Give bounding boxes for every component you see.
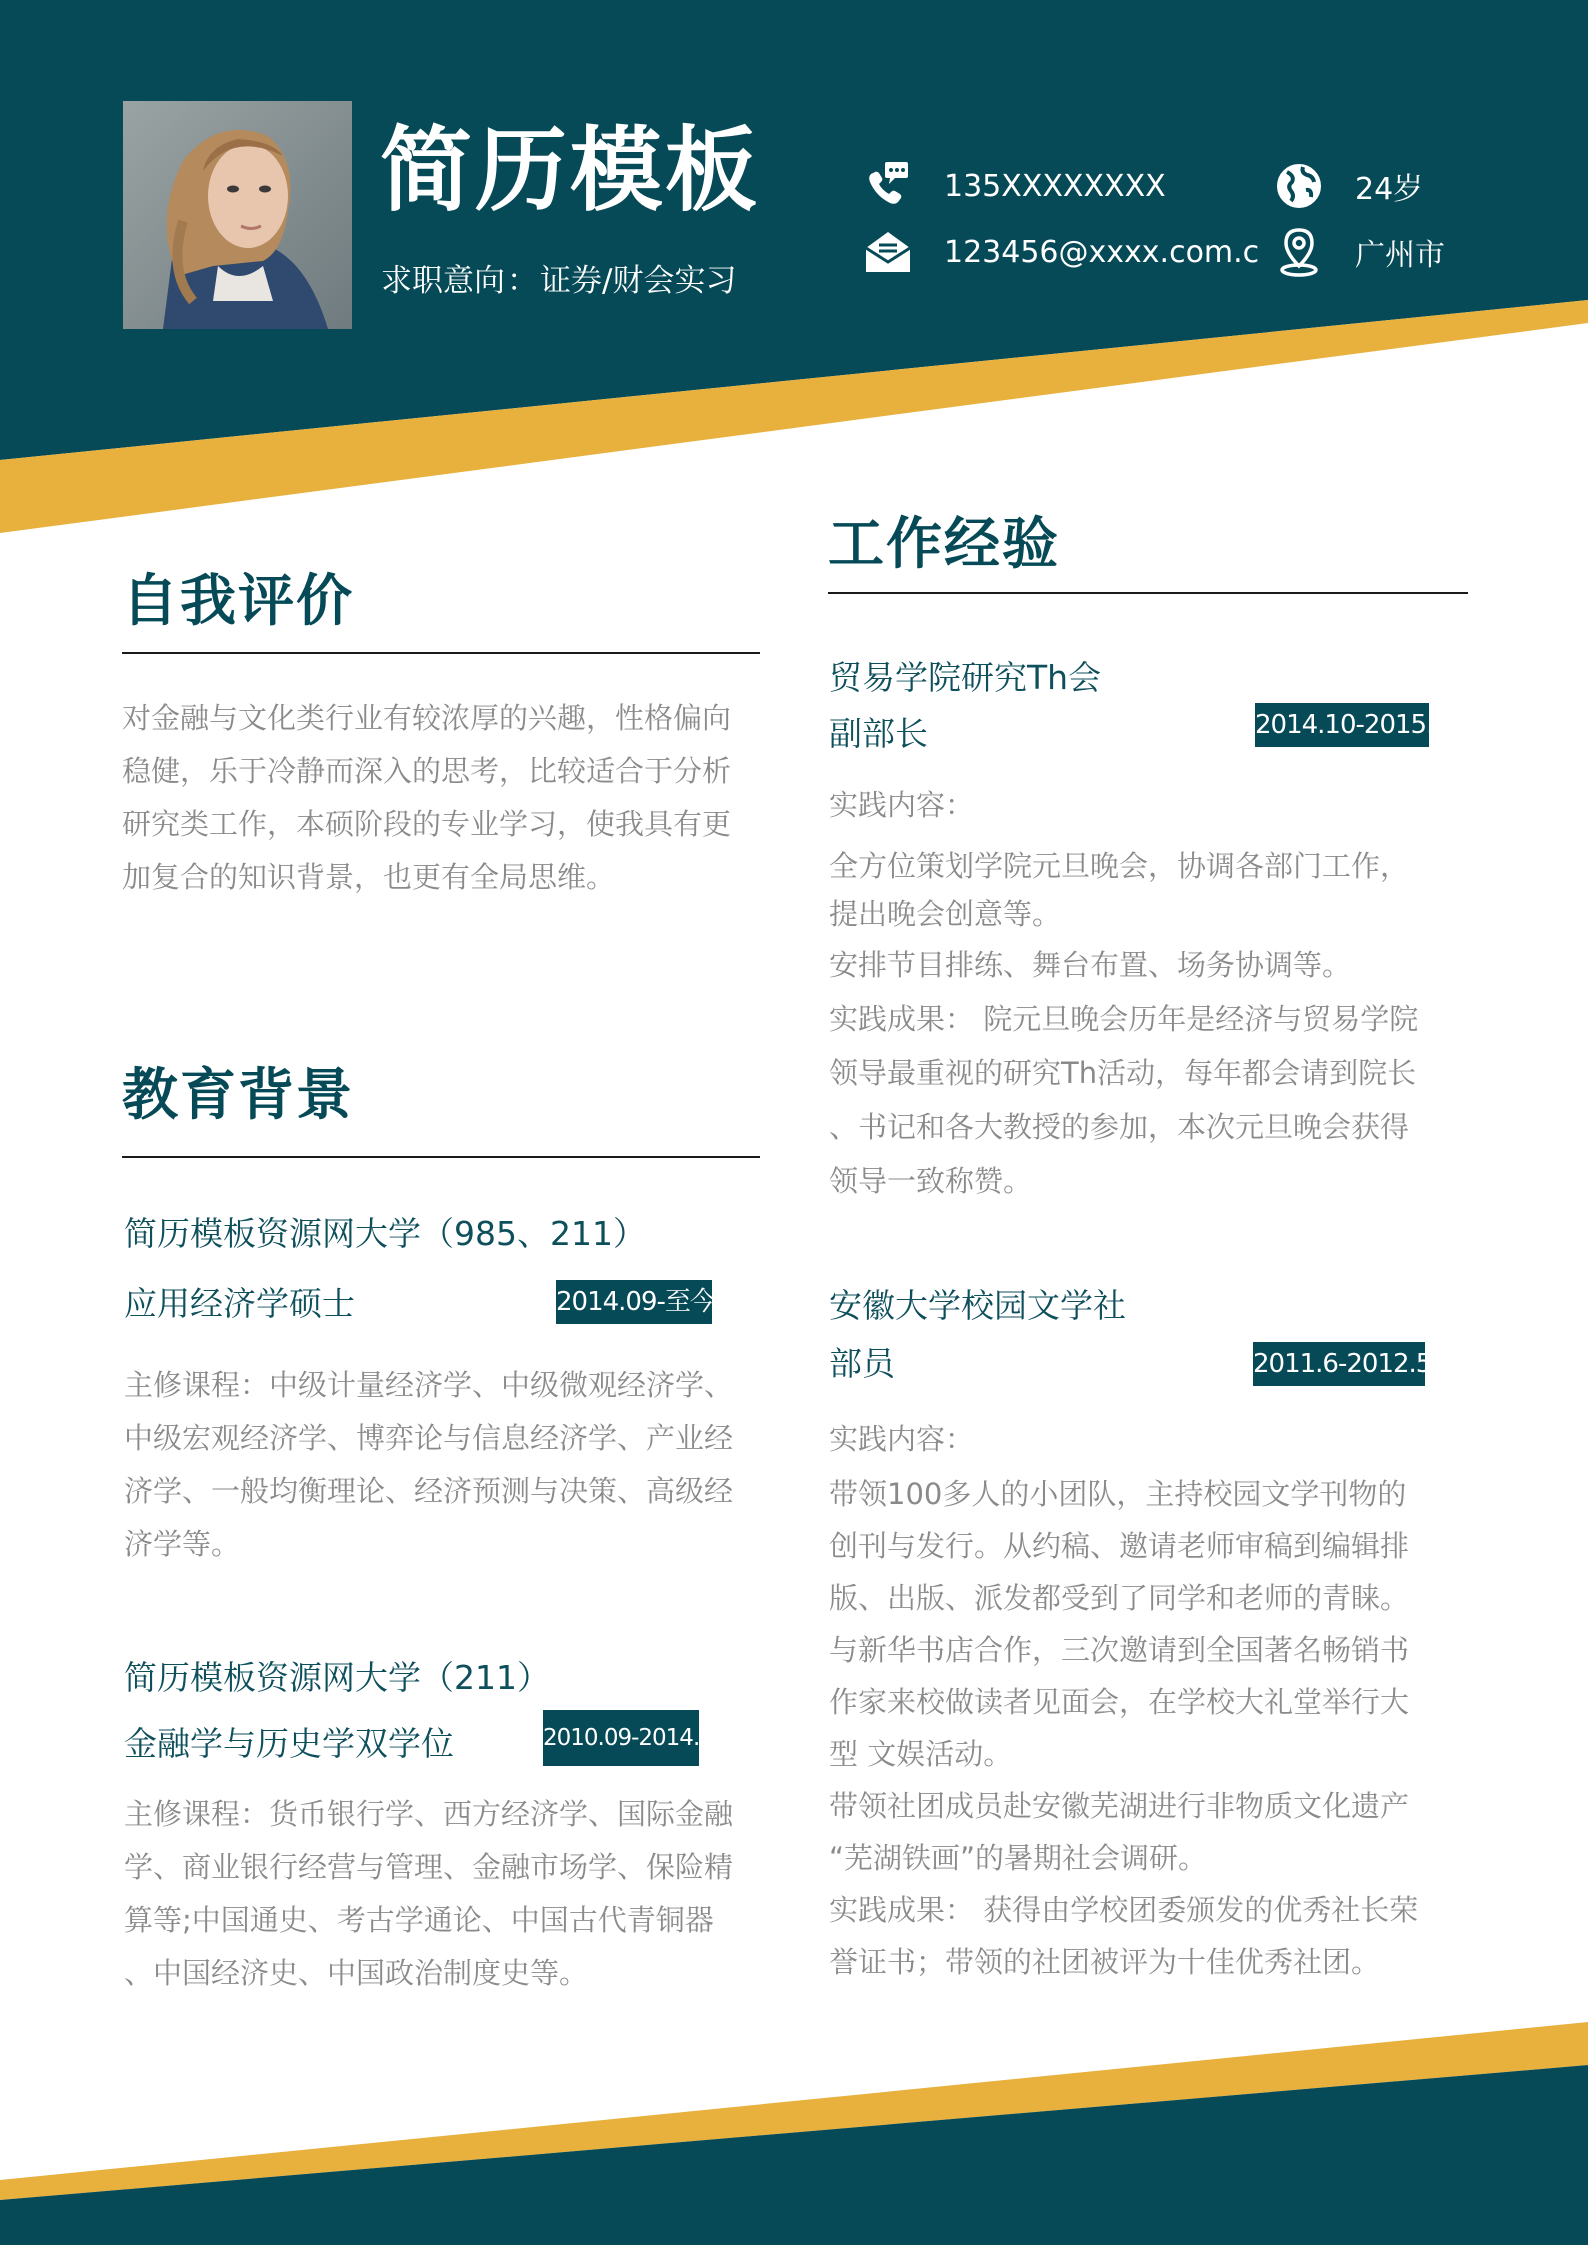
work-description-line: 带领社团成员赴安徽芜湖进行非物质文化遗产 [829,1789,1410,1823]
profile-photo [123,101,352,329]
contact-email [862,226,1259,278]
work-organization: 安徽大学校园文学社 [829,1286,1126,1325]
work-description-line: 版、出版、派发都受到了同学和老师的青睐。 [829,1581,1410,1615]
self-eval-line: 研究类工作，本硕阶段的专业学习，使我具有更 [122,807,732,841]
work-date-badge: 2011.6-2012.5 [1253,1342,1425,1386]
work-description-line: 实践成果： 院元旦晚会历年是经济与贸易学院 [829,1002,1419,1036]
job-intention-value: 证券/财会实习 [540,263,737,299]
section-title-self-eval: 自我评价 [122,569,354,634]
work-organization: 贸易学院研究Th会 [829,658,1102,697]
work-description-line: 实践成果： 获得由学校团委颁发的优秀社长荣 [829,1893,1419,1927]
resume-title: 简历模板 [380,117,761,224]
education-date-badge: 2010.09-2014.06 [543,1710,699,1766]
work-content-label: 实践内容： [829,788,975,822]
education-school: 简历模板资源网大学（985、211） [124,1214,646,1253]
self-eval-divider [122,652,760,654]
job-intention-label: 求职意向 [381,263,505,299]
work-content-label: 实践内容： [829,1422,975,1456]
contact-age [1273,160,1423,212]
location-value: 广州市 [1355,238,1445,273]
education-courses [124,1359,774,1571]
work-description-line: 、书记和各大教授的参加，本次元旦晚会获得 [829,1110,1410,1144]
work-description-line: 誉证书；带领的社团被评为十佳优秀社团。 [829,1945,1381,1979]
contact-location [1273,226,1445,278]
work-description [829,842,1469,1208]
location-pin-icon [1273,226,1325,278]
work-description-line: “芜湖铁画”的暑期社会调研。 [829,1841,1208,1875]
work-description-line: 型 文娱活动。 [829,1737,1013,1771]
section-title-education: 教育背景 [122,1063,354,1128]
self-eval-line: 加复合的知识背景，也更有全局思维。 [122,860,616,894]
education-date-badge: 2014.09-至今 [556,1280,712,1324]
self-eval-line: 对金融与文化类行业有较浓厚的兴趣，性格偏向 [122,701,732,735]
work-description-line: 领导最重视的研究Th活动，每年都会请到院长 [829,1056,1417,1090]
work-description-line: 作家来校做读者见面会，在学校大礼堂举行大 [829,1685,1410,1719]
work-divider [828,592,1468,594]
phone-value: 135XXXXXXXX [944,168,1166,204]
work-description-line: 领导一致称赞。 [829,1164,1033,1198]
education-course-line: 中级宏观经济学、博弈论与信息经济学、产业经 [124,1421,734,1455]
education-course-line: 学、商业银行经营与管理、金融市场学、保险精 [124,1850,734,1884]
education-degree: 应用经济学硕士 [124,1284,355,1323]
education-courses [124,1788,774,2000]
work-description-line: 带领100多人的小团队，主持校园文学刊物的 [829,1477,1407,1511]
education-course-line: 算等;中国通史、考古学通论、中国古代青铜器 [124,1903,714,1937]
education-course-line: 主修课程：货币银行学、西方经济学、国际金融 [124,1797,734,1831]
work-description-line: 全方位策划学院元旦晚会，协调各部门工作， [829,849,1410,883]
work-description-line: 与新华书店合作，三次邀请到全国著名畅销书 [829,1633,1410,1667]
education-course-line: 济学、一般均衡理论、经济预测与决策、高级经 [124,1474,734,1508]
work-description-line: 提出晚会创意等。 [829,897,1062,931]
education-school: 简历模板资源网大学（211） [124,1658,550,1697]
age-value: 24岁 [1355,172,1424,207]
contact-phone [862,160,1166,212]
work-description [829,1468,1469,1988]
globe-icon [1273,160,1325,212]
envelope-icon [862,226,914,278]
education-course-line: 主修课程：中级计量经济学、中级微观经济学、 [124,1368,734,1402]
job-intention-separator: ： [507,263,538,299]
work-description-line: 安排节目排练、舞台布置、场务协调等。 [829,948,1352,982]
phone-icon [862,160,914,212]
self-eval-text [122,692,772,904]
work-date-badge: 2014.10-2015.8 [1255,703,1429,747]
education-course-line: 济学等。 [124,1527,241,1561]
education-degree: 金融学与历史学双学位 [124,1724,454,1763]
education-divider [122,1156,760,1158]
section-title-work: 工作经验 [828,512,1060,577]
work-role: 副部长 [829,714,928,753]
education-course-line: 、中国经济史、中国政治制度史等。 [124,1956,589,1990]
self-eval-line: 稳健，乐于冷静而深入的思考，比较适合于分析 [122,754,732,788]
footer-band [0,2065,1588,2245]
work-description-line: 创刊与发行。从约稿、邀请老师审稿到编辑排 [829,1529,1410,1563]
job-intention [381,255,736,300]
work-role: 部员 [829,1344,895,1383]
email-value: 123456@xxxx.com.c [944,234,1260,270]
